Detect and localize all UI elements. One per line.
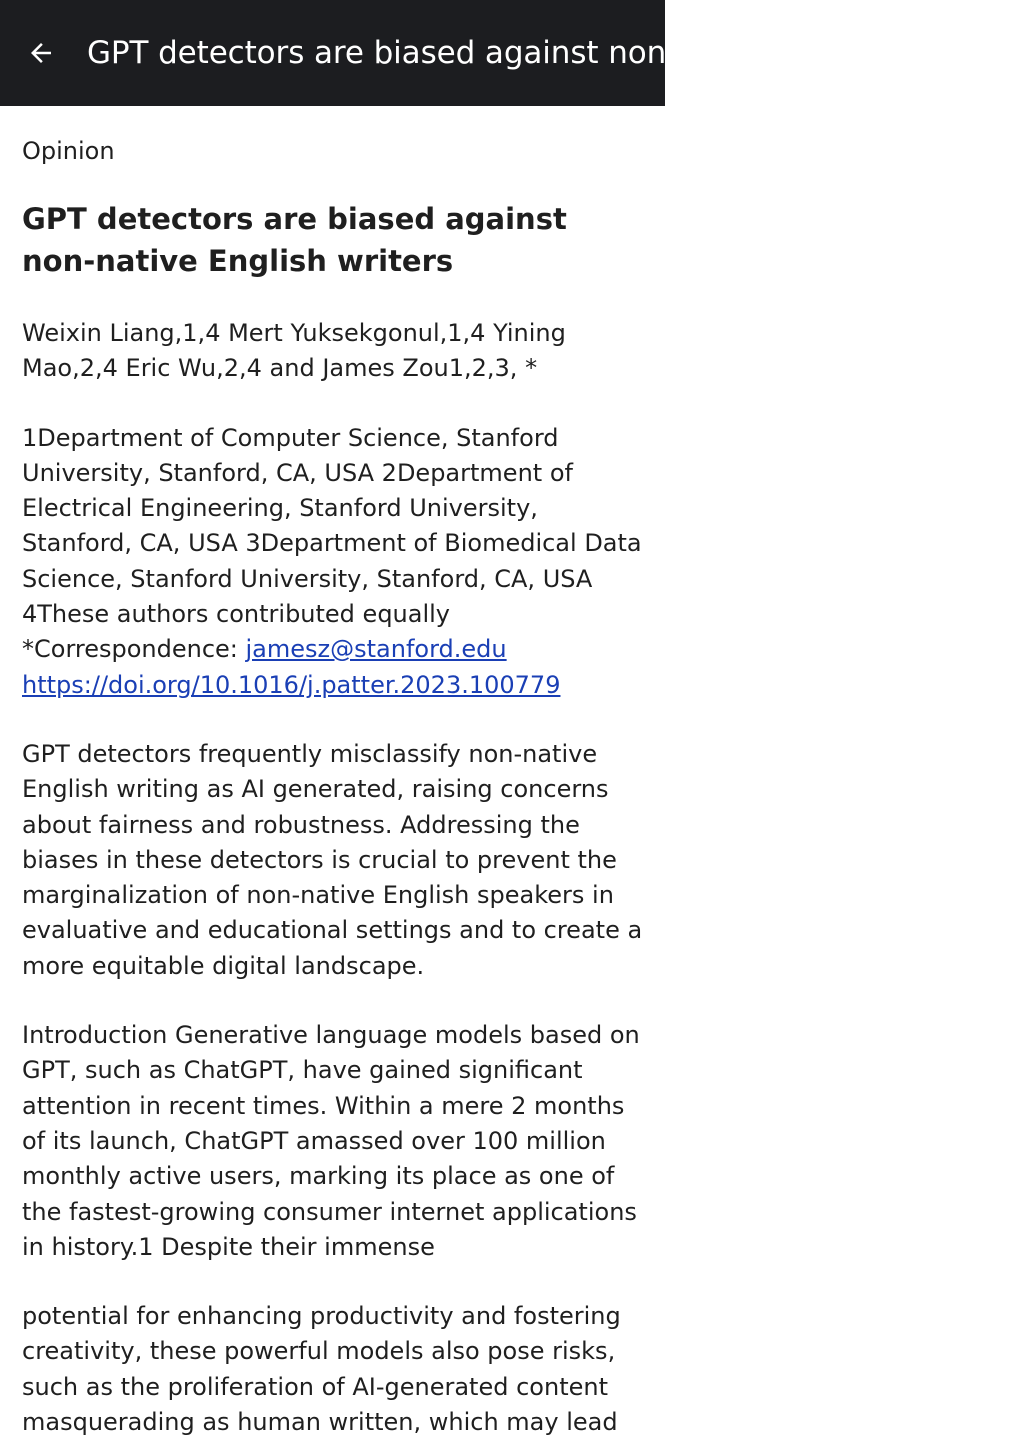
article-body (22, 106, 647, 1440)
summary-paragraph: GPT detectors frequently misclassify non-native English writing as AI generated, raising concerns about fairness and robustness. Addressing the biases in these detectors is crucial to prevent the marginalization of non-native English speakers in evaluative and educational settings and to create a more equitable digital landscape. (22, 739, 643, 980)
arrow-left-icon (26, 38, 56, 68)
correspondence-label: *Correspondence: (22, 635, 246, 664)
back-button[interactable] (9, 21, 73, 85)
affiliations-block (22, 421, 647, 703)
affiliations-text: 1Department of Computer Science, Stanford University, Stanford, CA, USA 2Department of Electrical Engineering, Stanford University, Stanford, CA, USA 3Department of Biomedical Data Science, Stanford University, Stanford, CA, USA 4These authors contributed equally (22, 423, 642, 629)
continuation-paragraph: potential for enhancing productivity and fostering creativity, these powerful models also pose risks, such as the proliferation of AI-generated content masquerading as human written, which may lead (22, 1302, 621, 1437)
intro-paragraph: Introduction Generative language models based on GPT, such as ChatGPT, have gained significant attention in recent times. Within a mere 2 months of its launch, ChatGPT amassed over 100 million monthly active users, marking its place as one of the fastest-growing consumer internet applications in history.1 Despite their immense (22, 1021, 640, 1261)
article-title: GPT detectors are biased against non-native English writers (22, 202, 567, 278)
email-link[interactable]: jamesz@stanford.edu (245, 635, 507, 664)
page-title: GPT detectors are biased against non-native English writers (87, 35, 1010, 71)
doi-link[interactable]: https://doi.org/10.1016/j.patter.2023.100779 (22, 670, 561, 699)
top-app-bar (0, 0, 1010, 106)
section-label: Opinion (22, 137, 115, 165)
author-list: Weixin Liang,1,4 Mert Yuksekgonul,1,4 Yining Mao,2,4 Eric Wu,2,4 and James Zou1,2,3, * (22, 319, 566, 383)
